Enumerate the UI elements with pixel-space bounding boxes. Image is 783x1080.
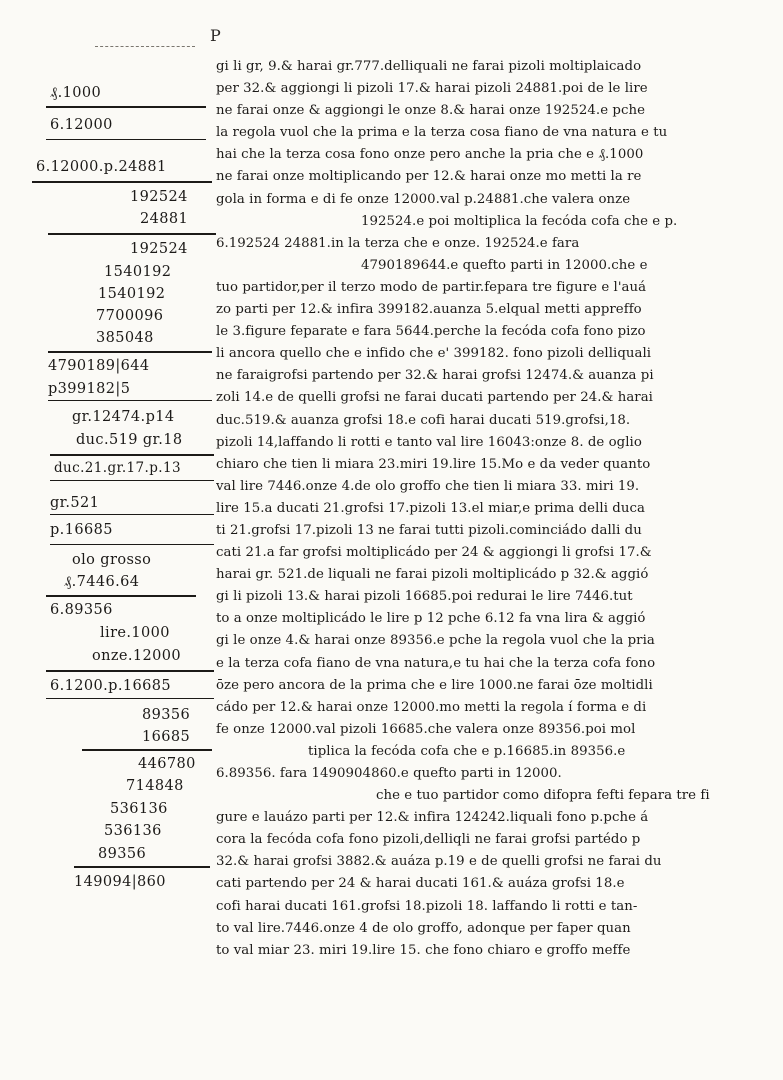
text-line: ne farai onze & aggiongi le onze 8.& harai onze 192524.e pche: [216, 103, 645, 119]
text-line: 6.192524 24881.in la terza che e onze. 192524.e fara: [216, 235, 580, 251]
margin-rule: [48, 400, 212, 401]
text-line: duc.519.& auanza grofsi 18.e cofi harai ducati 519.grofsi,18.: [216, 412, 631, 428]
margin-line: 6.12000.p.24881: [36, 159, 167, 175]
margin-rule: [32, 181, 212, 183]
margin-line: 192524: [130, 189, 188, 205]
margin-line: 149094|860: [74, 874, 166, 890]
text-line: to val lire.7446.onze 4 de olo groffo, adonque per faper quan: [216, 920, 631, 936]
text-line: cádo per 12.& harai onze 12000.mo metti la regola í forma e di: [216, 699, 647, 715]
margin-line: 6.1200.p.16685: [50, 678, 171, 694]
margin-rule: [48, 233, 216, 235]
margin-rule: [48, 351, 212, 353]
text-line: le 3.figure feparate e fara 5644.perche la fecóda cofa fono pizo: [216, 324, 646, 340]
text-line: fe onze 12000.val pizoli 16685.che valera onze 89356.poi mol: [216, 721, 636, 737]
text-line: ōze pero ancora de la prima che e lire 1000.ne farai ōze moltidli: [216, 677, 653, 693]
margin-rule: [46, 106, 206, 108]
margin-line: 446780: [138, 756, 196, 772]
margin-line: 89356: [142, 707, 191, 723]
margin-calculations: [0, 0, 215, 1080]
text-line: chiaro che tien li miara 23.miri 19.lire 15.Mo e da veder quanto: [216, 456, 651, 472]
margin-line: gr.521: [50, 495, 100, 511]
text-line: cati 21.a far grofsi moltiplicádo per 24 & aggiongi li grofsi 17.&: [216, 545, 652, 561]
text-line: li ancora quello che e infido che e' 399182. fono pizoli delliquali: [216, 346, 652, 362]
text-line: gi li gr, 9.& harai gr.777.delliquali ne farai pizoli moltiplaicado: [216, 59, 642, 74]
text-line: pizoli 14,laffando li rotti e tanto val lire 16043:onze 8. de oglio: [216, 434, 642, 450]
text-line: val lire 7446.onze 4.de olo groffo che tien li miara 33. miri 19.: [216, 478, 640, 494]
margin-line: 24881: [140, 211, 189, 227]
text-line: e la terza cofa fiano de vna natura,e tu hai che la terza cofa fono: [216, 655, 656, 671]
text-line: cati partendo per 24 & harai ducati 161.& auáza grofsi 18.e: [216, 876, 625, 892]
text-line: tiplica la fecóda cofa che e p.16685.in 89356.e: [308, 743, 626, 759]
margin-line: 1540192: [98, 286, 166, 302]
text-line: 192524.e poi moltiplica la fecóda cofa che e p.: [361, 213, 678, 229]
text-line: che e tuo partidor como difopra fefti fepara tre fi: [376, 788, 710, 804]
margin-line: 6.89356: [50, 602, 113, 618]
text-line: to val miar 23. miri 19.lire 15. che fono chiaro e groffo meffe: [216, 942, 631, 958]
text-line: per 32.& aggiongi li pizoli 17.& harai pizoli 24881.poi de le lire: [216, 81, 648, 97]
margin-line: 714848: [126, 778, 184, 794]
margin-line: p399182|5: [48, 381, 131, 397]
text-line: ti 21.grofsi 17.pizoli 13 ne farai tutti pizoli.cominciádo dalli du: [216, 522, 642, 538]
text-line: gi li pizoli 13.& harai pizoli 16685.poi redurai le lire 7446.tut: [216, 589, 633, 605]
margin-rule: [50, 480, 214, 481]
margin-line: ₰.1000: [50, 85, 102, 101]
text-line: cofi harai ducati 161.grofsi 18.pizoli 18. laffando li rotti e tan-: [216, 898, 638, 914]
margin-rule: [82, 749, 212, 751]
text-line: tuo partidor,per il terzo modo de partir.fepara tre figure e l'auá: [216, 279, 647, 295]
text-line: ne farai onze moltiplicando per 12.& harai onze mo metti la re: [216, 169, 642, 185]
margin-rule: [50, 544, 214, 545]
text-line: gure e lauázo parti per 12.& infira 124242.liquali fono p.pche á: [216, 810, 649, 826]
margin-rule: [50, 454, 214, 456]
text-line: la regola vuol che la prima e la terza cosa fiano de vna natura e tu: [216, 125, 668, 141]
text-line: harai gr. 521.de liquali ne farai pizoli moltiplicádo p 32.& aggió: [216, 567, 649, 583]
page-signature-mark: P: [210, 26, 222, 45]
text-line: 32.& harai grofsi 3882.& auáza p.19 e de quelli grofsi ne farai du: [216, 854, 662, 870]
margin-line: 385048: [96, 330, 154, 346]
margin-rule: [74, 866, 210, 868]
margin-line: p.16685: [50, 522, 113, 538]
margin-line: duc.21.gr.17.p.13: [54, 460, 181, 476]
text-line: lire 15.a ducati 21.grofsi 17.pizoli 13.el miar,e prima delli duca: [216, 500, 645, 516]
margin-line: duc.519 gr.18: [76, 432, 183, 448]
margin-line: 7700096: [96, 308, 164, 324]
margin-line: 16685: [142, 729, 191, 745]
margin-line: ₰.7446.64: [64, 574, 140, 590]
margin-rule: [46, 670, 214, 672]
margin-line: 6.12000: [50, 117, 113, 133]
margin-line: 4790189|644: [48, 358, 150, 374]
text-line: zo parti per 12.& infira 399182.auanza 5.elqual metti appreffo: [216, 302, 642, 318]
margin-line: 89356: [98, 846, 147, 862]
margin-line: 192524: [130, 241, 188, 257]
text-line: cora la fecóda cofa fono pizoli,delliqli ne farai grofsi partédo p: [216, 832, 641, 848]
margin-line: 536136: [104, 823, 162, 839]
text-line: hai che la terza cosa fono onze pero anche la pria che e ₰.1000: [216, 147, 644, 163]
main-text-column: [216, 56, 761, 962]
text-line: gi le onze 4.& harai onze 89356.e pche la regola vuol che la pria: [216, 633, 655, 649]
margin-rule: [46, 595, 196, 597]
text-line: zoli 14.e de quelli grofsi ne farai ducati partendo per 24.& harai: [216, 390, 653, 406]
text-line: 6.89356. fara 1490904860.e quefto parti in 12000.: [216, 766, 562, 781]
margin-line: lire.1000: [100, 625, 170, 641]
margin-rule: [50, 514, 214, 515]
text-line: to a onze moltiplicádo le lire p 12 pche 6.12 fa vna lira & aggió: [216, 611, 646, 627]
text-line: gola in forma e di fe onze 12000.val p.24881.che valera onze: [216, 191, 631, 207]
margin-line: olo grosso: [72, 552, 152, 568]
text-line: ne faraigrofsi partendo per 32.& harai grofsi 12474.& auanza pi: [216, 368, 654, 384]
margin-rule: [46, 698, 214, 699]
text-line: 4790189644.e quefto parti in 12000.che e: [361, 257, 648, 273]
margin-line: onze.12000: [92, 648, 182, 664]
margin-line: 536136: [110, 801, 168, 817]
margin-line: 1540192: [104, 264, 172, 280]
margin-line: gr.12474.p14: [72, 409, 175, 425]
margin-rule: [46, 139, 206, 140]
